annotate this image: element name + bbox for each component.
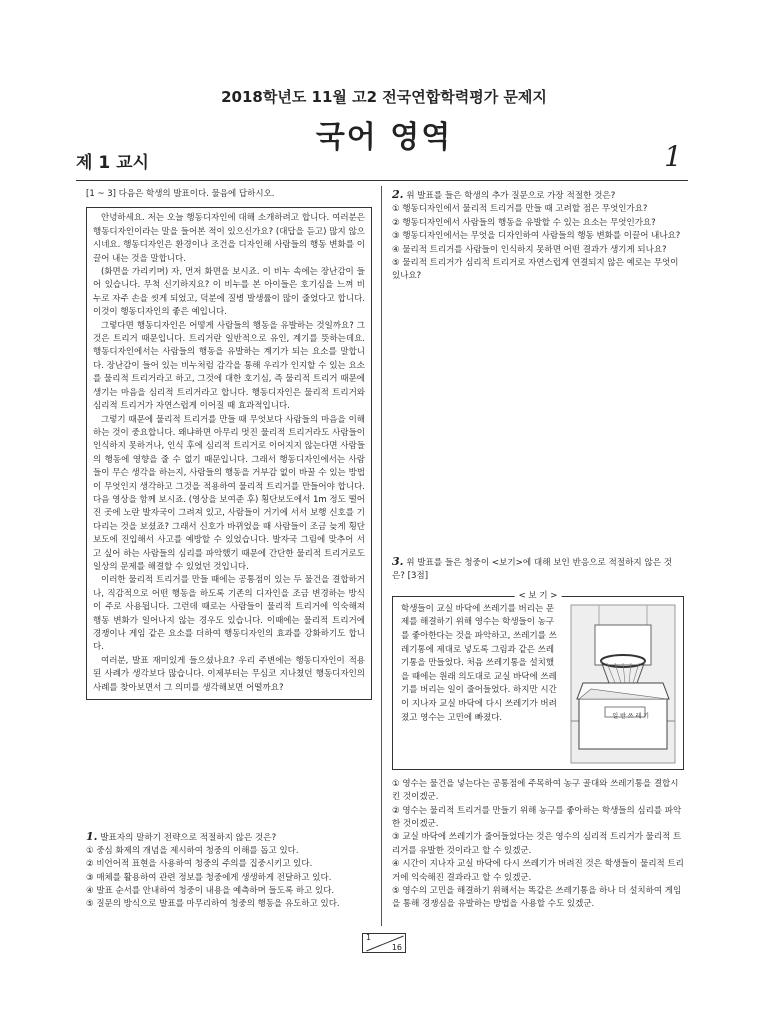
exam-title: 국어 영역	[315, 120, 453, 155]
question-number: 1.	[86, 830, 98, 843]
bogi-text: 학생들이 교실 바닥에 쓰레기를 버리는 문제를 해결하기 위해 영수는 학생들이 농구를 좋아한다는 것을 파악하고, 쓰레기를 쓰레기통에 제대로 넣도록 그림과 같은 쓰레기통을 만들었다. 처음 쓰레기통을 설치했을 때에는 원래 의도대로 교실 바닥에 쓰레기를 버리는 일이 줄어들었다. 하지만 시간이 지나자 교실 바닥에 다시 쓰레기가 버려졌고 영수는 고민에 빠졌다.	[401, 603, 557, 723]
question-text: 위 발표를 들은 학생의 추가 질문으로 가장 적절한 것은?	[406, 191, 616, 201]
page-indicator	[362, 933, 406, 953]
column-divider	[381, 186, 382, 926]
option[interactable]: ① 행동디자인에서 물리적 트리거를 만들 때 고려할 점은 무엇인가요?	[392, 204, 648, 215]
bogi-label: < 보 기 >	[515, 590, 562, 603]
question-2	[392, 188, 684, 284]
right-column	[392, 188, 684, 284]
page-number: 1	[664, 140, 682, 173]
passage-paragraph: 여러분, 발표 재미있게 들으셨나요? 우리 주변에는 행동디자인이 적용된 사례가 생각보다 많습니다. 이제부터는 무심코 지나쳤던 행동디자인의 사례를 찾아보면서 그 의미를 생각해보면 어떨까요?	[93, 655, 365, 693]
option[interactable]: ② 비언어적 표현을 사용하여 청중의 주의를 집중시키고 있다.	[86, 859, 313, 870]
option[interactable]: ⑤ 물리적 트리거가 심리적 트리거로 자연스럽게 연결되지 않은 예로는 무엇이 있나요?	[392, 258, 679, 282]
option-list	[392, 778, 684, 912]
passage-paragraph: 그렇기 때문에 물리적 트리거를 만들 때 무엇보다 사람들의 마음을 이해하는 것이 중요합니다. 왜냐하면 아무리 멋진 물리적 트리거라도 사람들이 인식하지 못하거나, 인식 후에 심리적 트리거로 이어지지 않는다면 사람들의 행동에 영향을 줄 수 없기 때문입니다. 그래서 행동디자인에서는 사람들이 무슨 생각을 하는지, 사람들의 행동을 거부감 없이 바꿀 수 있는 방법이 무엇인지 생각하고 그것을 적용하여 물리적 트리거를 만들어야 합니다. 다음 영상을 함께 보시죠. (영상을 보여준 후) 횡단보도에서 1m 정도 떨어진 곳에 노란 발자국이 그려져 있고, 사람들이 거기에 서서 보행 신호를 기다리는 것을 보셨죠? 그래서 신호가 바뀌었을 때 사람들이 조금 늦게 횡단보도에 진입해서 사고를 예방할 수 있었습니다. 발자국 그림에 맞추어 서고 싶어 하는 사람들의 심리를 파악했기 때문에 간단한 물리적 트리거로도 일상의 문제를 해결할 수 있었던 것입니다.	[93, 414, 365, 572]
question-text: 위 발표를 들은 청중이 <보기>에 대해 보인 반응으로 적절하지 않은 것은? [3점]	[392, 558, 673, 582]
option[interactable]: ⑤ 질문의 방식으로 발표를 마무리하여 청중의 행동을 유도하고 있다.	[86, 899, 340, 910]
option[interactable]: ② 영수는 물리적 트리거를 만들기 위해 농구를 좋아하는 학생들의 심리를 파악한 것이겠군.	[392, 805, 682, 830]
question-3	[392, 555, 684, 912]
total-pages: 16	[391, 943, 402, 952]
option[interactable]: ④ 발표 순서를 안내하여 청중이 내용을 예측하며 들도록 하고 있다.	[86, 885, 335, 896]
bin-label: 일 반 쓰 레 기	[612, 712, 649, 720]
option[interactable]: ① 영수는 물건을 넣는다는 공통점에 주목하여 농구 골대와 쓰레기통을 결합시킨 것이겠군.	[392, 778, 679, 803]
question-2-prompt	[392, 188, 684, 203]
option-list	[392, 203, 684, 283]
option[interactable]: ④ 시간이 지나자 교실 바닥에 다시 쓰레기가 버려진 것은 학생들이 물리적 트리거에 익숙해진 결과라고 할 수 있겠군.	[392, 859, 684, 883]
header-rule	[76, 180, 688, 181]
basketball-trash-bin-illustration	[569, 603, 677, 765]
session-label: 제 1 교시	[76, 153, 149, 173]
option[interactable]: ④ 물리적 트리거를 사람들이 인식하지 못하면 어떤 결과가 생기게 되나요?	[392, 244, 667, 255]
option[interactable]: ③ 교실 바닥에 쓰레기가 줄어들었다는 것은 영수의 심리적 트리거가 물리적 트리거를 유발한 것이라고 할 수 있겠군.	[392, 832, 682, 856]
option[interactable]: ② 행동디자인에서 사람들의 행동을 유발할 수 있는 요소는 무엇인가요?	[392, 217, 656, 228]
passage-box	[86, 207, 372, 700]
passage-paragraph: 이러한 물리적 트리거를 만들 때에는 공통점이 있는 두 물건을 결합하거나, 직감적으로 어떤 행동을 하도록 기존의 디자인을 조금 변경하는 방식이 주로 사용됩니다. 그런데 때로는 사람들이 물리적 트리거에 익숙해져 행동 변화가 일어나지 않는 경우도 있습니다. 이때에는 물리적 트리거에 경쟁이나 게임 같은 요소를 더하여 행동디자인의 효과를 강화하기도 합니다.	[93, 575, 365, 653]
option[interactable]: ① 중심 화제의 개념을 제시하여 청중의 이해를 돕고 있다.	[86, 846, 299, 857]
passage-paragraph: 안녕하세요. 저는 오늘 행동디자인에 대해 소개하려고 합니다. 여러분은 행동디자인이라는 말을 들어본 적이 있으신가요? (대답을 듣고) 많지 않으시네요. 행동디자인은 환경이나 조건을 디자인해 사람들의 행동 변화를 이끌어 내는 것을 말합니다.	[93, 213, 365, 264]
question-number: 2.	[392, 188, 404, 201]
option-list	[86, 845, 376, 911]
current-page: 1	[366, 933, 372, 942]
option[interactable]: ⑤ 영수의 고민을 해결하기 위해서는 똑같은 쓰레기통을 하나 더 설치하여 게임을 통해 경쟁심을 유발하는 방법을 사용할 수도 있겠군.	[392, 886, 682, 910]
question-number: 3.	[392, 555, 404, 568]
question-3-prompt	[392, 555, 684, 584]
passage-paragraph: (화면을 가리키며) 자, 먼저 화면을 보시죠. 이 비누 속에는 장난감이 들어 있습니다. 무척 신기하지요? 이 비누를 본 아이들은 호기심을 느껴 비누로 자주 손을 씻게 되었고, 덕분에 질병 발생률이 많이 줄었다고 합니다. 이것이 행동디자인의 좋은 예입니다.	[93, 267, 365, 318]
bogi-box	[392, 590, 684, 770]
passage-instruction: [1 ~ 3] 다음은 학생의 발표이다. 물음에 답하시오.	[86, 189, 275, 199]
question-text: 발표자의 말하기 전략으로 적절하지 않은 것은?	[100, 833, 277, 843]
left-column	[86, 188, 372, 700]
exam-subtitle: 2018학년도 11월 고2 전국연합학력평가 문제지	[221, 88, 547, 106]
option[interactable]: ③ 매체를 활용하여 관련 정보를 청중에게 생생하게 전달하고 있다.	[86, 872, 332, 883]
question-1-prompt	[86, 830, 376, 845]
passage-paragraph: 그렇다면 행동디자인은 어떻게 사람들의 행동을 유발하는 것일까요? 그것은 트리거 때문입니다. 트리거란 일반적으로 유인, 계기를 뜻하는데요. 행동디자인에서는 사람들의 행동을 유발하는 계기가 되는 요소를 말합니다. 장난감이 들어 있는 비누처럼 감각을 통해 우리가 인지할 수 있는 요소를 물리적 트리거라고 하고, 그것에 대한 호기심, 즉 물리적 트리거 때문에 생기는 마음을 심리적 트리거라고 합니다. 행동디자인은 물리적 트리거와 심리적 트리거가 자연스럽게 이어질 때 효과적입니다.	[93, 320, 365, 412]
question-1	[86, 830, 376, 911]
option[interactable]: ③ 행동디자인에서는 무엇을 디자인하여 사람들의 행동 변화를 이끌어 내나요?	[392, 231, 681, 242]
